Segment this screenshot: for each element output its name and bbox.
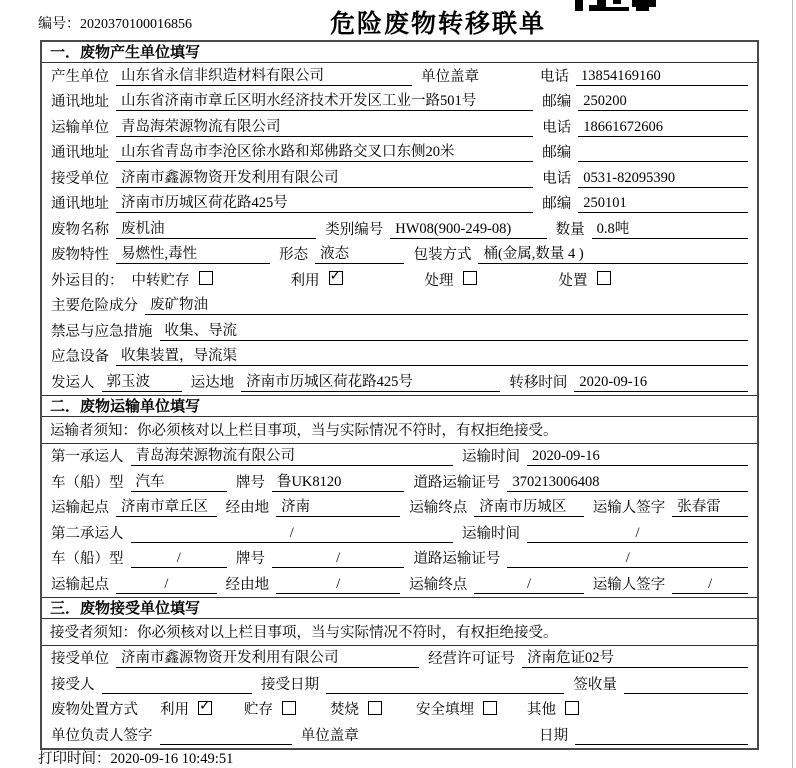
responsible-signature-value [160,726,292,745]
field-label: 邮编 [542,145,572,161]
producer-zip-value: 250200 [578,92,748,111]
field-label: 接受日期 [261,676,320,693]
manifest-form [40,40,759,750]
checkbox-label: 焚烧 [330,702,359,718]
emergency-equipment-value: 收集装置，导流渠 [116,347,748,366]
section-transporter-title: 二．废物运输单位填写 [42,396,757,417]
received-quantity-value [624,675,748,694]
receiver-phone-value: 0531-82095390 [578,169,748,188]
checkbox-icon [483,701,497,715]
row-vehicle-2 [42,546,757,572]
receiver-address-value: 济南市历城区荷花路425号 [116,194,533,213]
row-waste-name [42,216,757,242]
field-label: 第一承运人 [51,449,124,465]
field-label: 邮编 [542,94,572,110]
carrier-signature-value: 张春雷 [672,498,748,517]
receive-person-value [102,675,253,694]
field-label: 运输起点 [51,576,109,593]
field-label: 经由地 [225,500,270,516]
checkbox-icon [282,701,296,715]
transport-zip-value [578,143,748,162]
road-permit-value: 370213006408 [507,473,748,492]
field-label: 车（船）型 [51,551,124,567]
destination-value: 济南市历城区荷花路425号 [241,373,500,392]
checkbox-label: 处置 [558,272,588,289]
field-label: 运达地 [190,374,235,391]
field-label: 运输人签字 [592,576,666,593]
route-via-value: 济南 [276,498,400,517]
field-label: 通讯地址 [51,145,109,161]
checkbox-label: 贮存 [244,702,273,718]
field-label: 通讯地址 [51,196,109,212]
checkbox-icon [597,271,611,285]
checkbox-icon [463,271,477,285]
print-time-label: 打印时间： [38,751,111,767]
row-route-2 [42,571,757,597]
waste-form-value: 液态 [315,245,404,264]
field-label: 转移时间 [509,374,568,391]
field-label: 通讯地址 [51,94,109,110]
route-start-2-value: / [116,575,217,594]
field-label: 单位负责人签字 [51,727,153,744]
row-receiver-unit [42,165,757,191]
field-label: 车（船）型 [51,474,124,491]
field-label: 道路运输证号 [413,551,501,567]
carrier-signature-2-value: / [672,575,748,594]
field-label: 主要危险成分 [51,298,138,314]
checkbox-label: 利用 [290,272,320,289]
shipper-value: 郭玉波 [102,373,182,392]
section-receiver-title: 三．废物接受单位填写 [42,598,757,619]
field-label: 运输终点 [409,576,468,593]
row-producer-address [42,89,757,115]
route-start-value: 济南市章丘区 [116,498,217,517]
checkbox-treat [425,269,477,290]
field-label: 道路运输证号 [413,474,501,491]
checkbox-dispose [559,269,611,290]
section-producer-title: 一．废物产生单位填写 [42,42,757,63]
field-label: 运输终点 [409,500,468,516]
route-end-value: 济南市历城区 [474,498,583,517]
print-time-value: 2020-09-16 10:49:51 [110,751,234,767]
serial-label: 编号： [38,17,80,32]
transport-address-value: 山东省青岛市李沧区徐水路和郑佛路交叉口东侧20米 [116,143,533,162]
row-route-1 [42,495,757,521]
first-carrier-value: 青岛海荣源物流有限公司 [131,447,454,466]
receiver-unit-value: 济南市鑫源物资开发利用有限公司 [116,169,533,188]
field-label: 牌号 [235,474,265,491]
checkbox-label: 中转贮存 [131,272,190,289]
row-second-carrier [42,520,757,546]
receive-date-value [326,675,564,694]
checkbox-transfer-storage [132,269,213,290]
field-label: 签收量 [573,676,617,693]
field-label: 邮编 [542,196,572,212]
row-first-carrier [42,444,757,470]
receive-unit-value: 济南市鑫源物资开发利用有限公司 [116,649,419,668]
receiver-notice: 接受者须知：你必须核对以上栏目事项，当与实际情况不符时，有权拒绝接受。 [42,619,757,646]
field-label: 接受单位 [51,170,109,187]
emergency-measures-value: 收集、导流 [160,322,749,341]
checkbox-landfill [416,698,497,719]
row-transport-address [42,140,757,166]
vehicle-type-value: 汽车 [131,473,227,492]
transport-unit-value: 青岛海荣源物流有限公司 [116,118,533,137]
field-label: 运输人签字 [592,500,666,516]
field-label: 经营许可证号 [428,651,516,667]
checkbox-store [244,698,296,719]
section-producer [42,42,757,395]
route-via-2-value: / [276,575,400,594]
field-label: 运输时间 [462,525,521,542]
packing-method-value: 桶(金属,数量 4 ) [478,245,748,264]
waste-code-value: HW08(900-249-08) [390,220,546,239]
checkbox-label: 处理 [424,272,454,289]
checkbox-icon [199,271,213,285]
field-label: 电话 [539,68,569,85]
field-label: 产生单位 [51,68,109,85]
receive-sign-date-value [575,726,748,745]
field-label: 日期 [538,727,568,744]
transport-date-value: 2020-09-16 [527,447,748,466]
field-label: 包装方式 [413,247,472,263]
checkbox-other [527,698,579,719]
field-label: 发运人 [51,374,95,391]
field-label: 类别编号 [325,221,384,238]
field-label: 电话 [542,119,572,136]
checkbox-label: 利用 [160,702,189,718]
hazard-component-value: 废矿物油 [145,296,748,315]
row-vehicle-1 [42,469,757,495]
checkbox-incinerate [330,698,382,719]
license-number-value: 济南危证02号 [522,649,748,668]
plate-number-value: 鲁UK8120 [272,473,404,492]
page-edge-line [792,0,794,768]
row-responsible-signature [42,722,757,748]
producer-address-value: 山东省济南市章丘区明水经济技术开发区工业一路501号 [116,92,533,111]
transport-date-2-value: / [527,524,748,543]
field-label: 运输时间 [462,449,521,465]
row-emergency-measures [42,318,757,344]
row-shipper [42,369,757,395]
route-end-2-value: / [474,575,583,594]
field-label: 运输单位 [51,119,109,136]
checkbox-label: 其他 [527,702,556,718]
print-time [38,747,233,768]
checkbox-label: 安全填埋 [416,702,474,718]
field-label: 牌号 [235,551,265,567]
unit-seal-label: 单位盖章 [300,727,359,744]
page-title: 危险废物转移联单 [329,11,546,38]
field-label: 运输起点 [51,500,109,516]
checkbox-icon [329,271,343,285]
row-waste-property [42,242,757,268]
field-label: 形态 [279,247,309,263]
row-transport-unit [42,114,757,140]
section-transporter [42,395,757,597]
plate-number-2-value: / [272,549,404,568]
unit-seal-label: 单位盖章 [420,68,479,85]
field-label: 废物特性 [51,247,109,263]
vehicle-type-2-value: / [131,549,227,568]
transporter-notice: 运输者须知：你必须核对以上栏目事项，当与实际情况不符时，有权拒绝接受。 [42,417,757,444]
transfer-date-value: 2020-09-16 [574,373,748,392]
row-emergency-equipment [42,344,757,370]
transport-phone-value: 18661672606 [578,118,748,137]
field-label: 接受人 [51,676,95,693]
field-label: 外运目的： [51,272,124,289]
producer-phone-value: 13854169160 [576,67,748,86]
producer-unit-value: 山东省永信非织造材料有限公司 [116,67,412,86]
field-label: 应急设备 [51,349,109,365]
road-permit-2-value: / [507,549,748,568]
field-label: 电话 [542,170,572,187]
field-label: 废物名称 [51,221,109,238]
row-disposal-method [42,697,757,723]
field-label: 禁忌与应急措施 [51,323,153,340]
serial-value: 2020370100016856 [80,17,192,32]
field-label: 废物处置方式 [51,702,138,718]
checkbox-utilize [291,269,343,290]
section-receiver [42,597,757,748]
waste-quantity-value: 0.8吨 [592,220,748,239]
field-label: 接受单位 [51,651,109,667]
checkbox-utilize [160,698,212,719]
row-receive-unit [42,646,757,672]
row-transfer-purpose [42,267,757,293]
field-label: 数量 [555,221,585,238]
row-receiver-address [42,191,757,217]
row-producer-unit [42,63,757,89]
checkbox-icon [198,701,212,715]
waste-property-value: 易燃性,毒性 [116,245,270,264]
checkbox-icon [565,701,579,715]
field-label: 经由地 [225,576,270,593]
field-label: 第二承运人 [51,525,124,542]
waste-name-value: 废机油 [116,220,316,239]
receiver-zip-value: 250101 [578,194,748,213]
row-receive-person [42,671,757,697]
row-hazard-component [42,293,757,319]
checkbox-icon [368,701,382,715]
second-carrier-value: / [131,524,454,543]
